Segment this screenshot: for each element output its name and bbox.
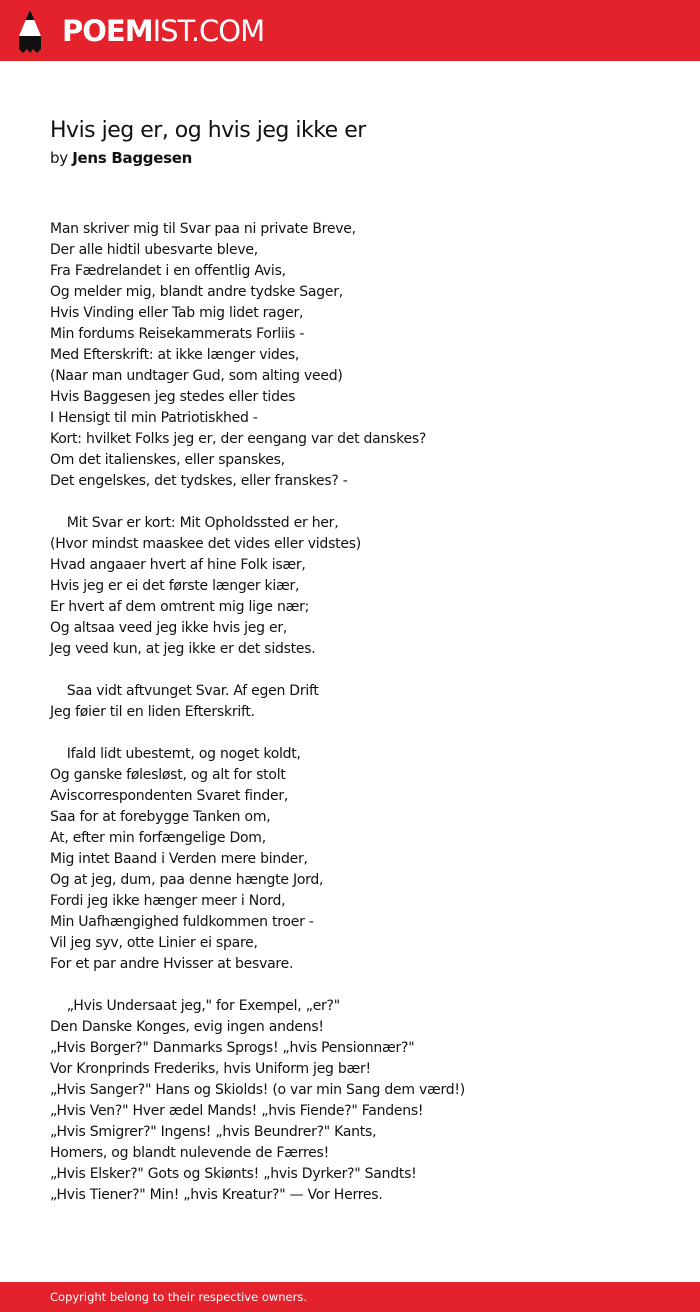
- logo-text-light: IST.COM: [152, 14, 265, 48]
- poem-line: Min fordums Reisekammerats Forliis -: [50, 326, 305, 342]
- site-footer: [0, 1282, 700, 1312]
- poem-line: Og ganske følesløst, og alt for stolt: [50, 767, 286, 783]
- poem-line: Der alle hidtil ubesvarte bleve,: [50, 242, 258, 258]
- poem-line: Aviscorrespondenten Svaret finder,: [50, 788, 289, 804]
- poem-line: Mig intet Baand i Verden mere binder,: [50, 851, 308, 867]
- poem-line: At, efter min forfængelige Dom,: [50, 830, 266, 846]
- poem-line: Ifald lidt ubestemt, og noget koldt,: [50, 746, 301, 762]
- poem-line: I Hensigt til min Patriotiskhed -: [50, 410, 258, 426]
- poem-stanza: [50, 996, 670, 1206]
- poem-line: „Hvis Smigrer?" Ingens! „hvis Beundrer?" Kants,: [50, 1124, 377, 1140]
- poem-stanza: [50, 219, 670, 492]
- author-link[interactable]: Jens Baggesen: [72, 149, 192, 167]
- poem-stanza: [50, 744, 670, 975]
- poem-line: Mit Svar er kort: Mit Opholdssted er her,: [50, 515, 339, 531]
- poem-line: Og at jeg, dum, paa denne hængte Jord,: [50, 872, 324, 888]
- poem-line: Fra Fædrelandet i en offentlig Avis,: [50, 263, 286, 279]
- poem-line: Kort: hvilket Folks jeg er, der eengang var det danskes?: [50, 431, 427, 447]
- poem-line: Saa vidt aftvunget Svar. Af egen Drift: [50, 683, 319, 699]
- poem-line: Vor Kronprinds Frederiks, hvis Uniform jeg bær!: [50, 1061, 371, 1077]
- poem-line: Hvis jeg er ei det første længer kiær,: [50, 578, 300, 594]
- poem-line: Hvis Vinding eller Tab mig lidet rager,: [50, 305, 304, 321]
- pencil-icon: [17, 9, 43, 53]
- site-logo-text: [62, 14, 264, 48]
- poem-line: „Hvis Elsker?" Gots og Skiønts! „hvis Dyrker?" Sandts!: [50, 1166, 417, 1182]
- poem-line: Min Uafhængighed fuldkommen troer -: [50, 914, 314, 930]
- poem-line: Og melder mig, blandt andre tydske Sager,: [50, 284, 343, 300]
- poem-line: Man skriver mig til Svar paa ni private Breve,: [50, 221, 356, 237]
- site-header: [0, 0, 700, 61]
- poem-line: Er hvert af dem omtrent mig lige nær;: [50, 599, 310, 615]
- poem-line: For et par andre Hvisser at besvare.: [50, 956, 294, 972]
- poem-line: „Hvis Ven?" Hver ædel Mands! „hvis Fiende?" Fandens!: [50, 1103, 424, 1119]
- logo-text-bold: POEM: [62, 14, 153, 48]
- poem-line: Om det italienskes, eller spanskes,: [50, 452, 285, 468]
- poem-line: Saa for at forebygge Tanken om,: [50, 809, 271, 825]
- poem-stanza: [50, 513, 670, 660]
- poem-line: Den Danske Konges, evig ingen andens!: [50, 1019, 324, 1035]
- poem-byline: [50, 148, 192, 169]
- poem-line: Det engelskes, det tydskes, eller franskes? -: [50, 473, 348, 489]
- poem-line: „Hvis Undersaat jeg," for Exempel, „er?": [50, 998, 340, 1014]
- poem-line: Med Efterskrift: at ikke længer vides,: [50, 347, 300, 363]
- poem-line: (Hvor mindst maaskee det vides eller vidstes): [50, 536, 361, 552]
- poem-line: Hvad angaaer hvert af hine Folk især,: [50, 557, 306, 573]
- poem-line: (Naar man undtager Gud, som alting veed): [50, 368, 343, 384]
- poem-line: „Hvis Borger?" Danmarks Sprogs! „hvis Pensionnær?": [50, 1040, 415, 1056]
- poem-body: [50, 219, 670, 1227]
- poem-line: „Hvis Sanger?" Hans og Skiolds! (o var min Sang dem værd!): [50, 1082, 465, 1098]
- poem-line: Vil jeg syv, otte Linier ei spare,: [50, 935, 258, 951]
- poem-line: Og altsaa veed jeg ikke hvis jeg er,: [50, 620, 288, 636]
- poem-title: Hvis jeg er, og hvis jeg ikke er: [50, 118, 366, 143]
- poem-stanza: [50, 681, 670, 723]
- by-label: by: [50, 149, 68, 167]
- copyright-text: Copyright belong to their respective owners.: [50, 1290, 308, 1304]
- poem-line: Fordi jeg ikke hænger meer i Nord,: [50, 893, 286, 909]
- poem-line: Homers, og blandt nulevende de Færres!: [50, 1145, 329, 1161]
- poem-line: Hvis Baggesen jeg stedes eller tides: [50, 389, 296, 405]
- poem-line: „Hvis Tiener?" Min! „hvis Kreatur?" — Vor Herres.: [50, 1187, 383, 1203]
- poem-line: Jeg føier til en liden Efterskrift.: [50, 704, 255, 720]
- poem-line: Jeg veed kun, at jeg ikke er det sidstes.: [50, 641, 316, 657]
